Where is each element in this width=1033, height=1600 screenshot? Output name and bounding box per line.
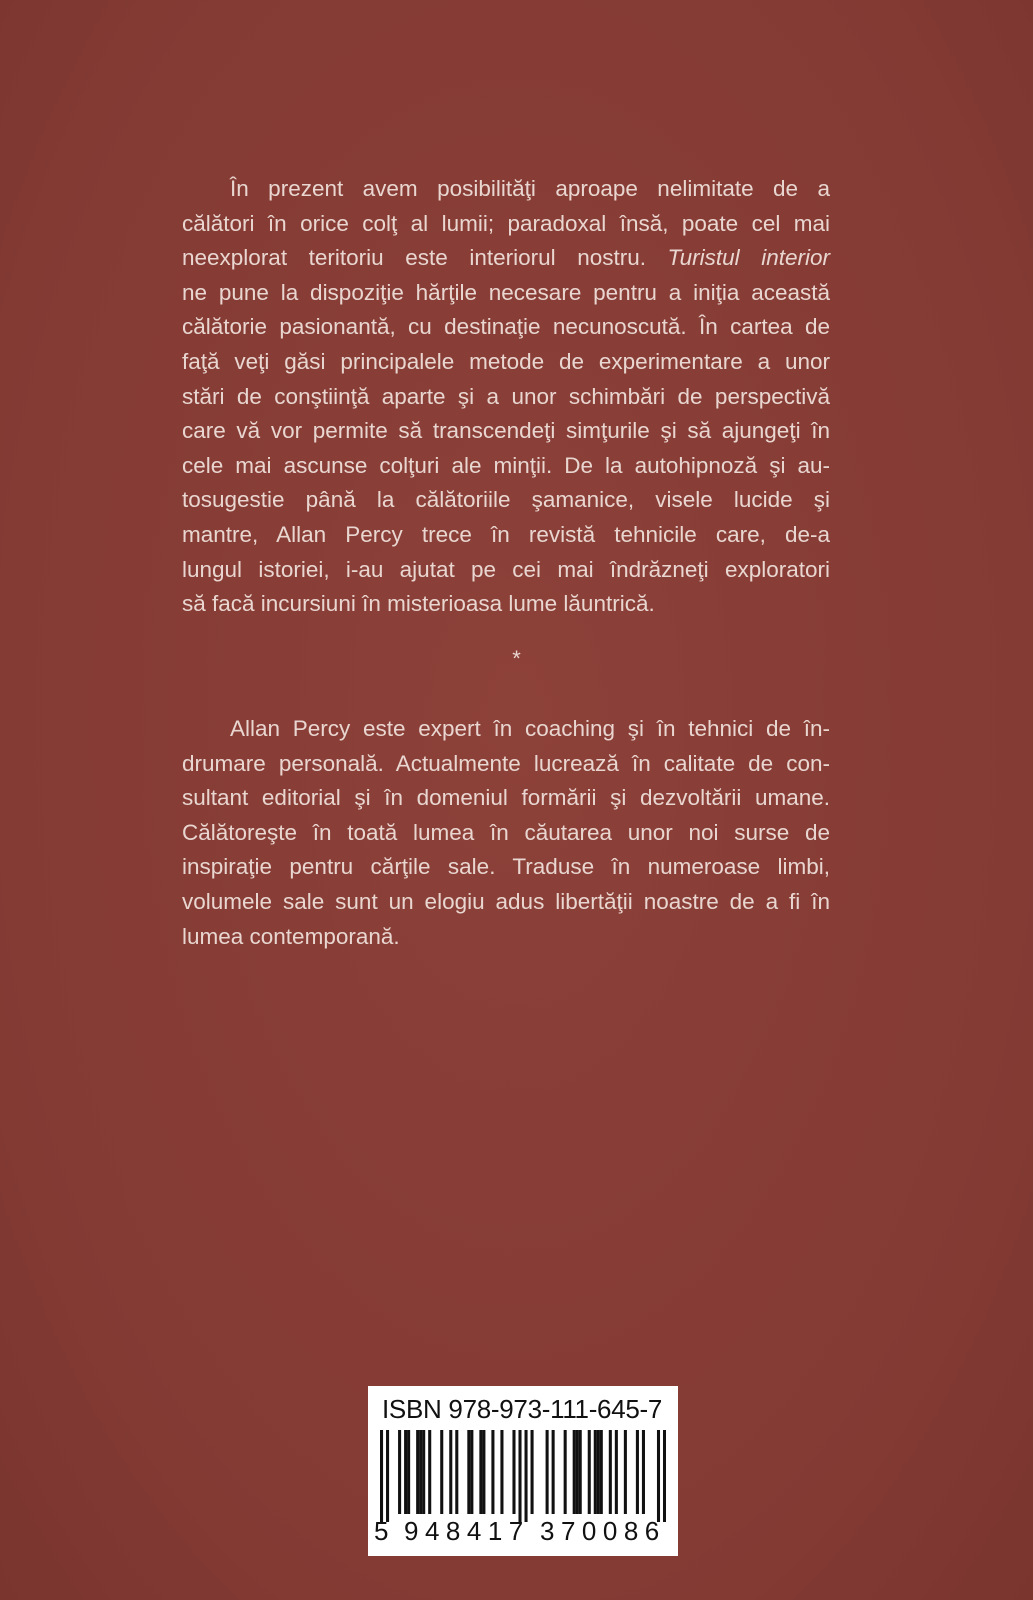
bio-line: Allan Percy este expert în coaching şi în tehnici de în- xyxy=(230,716,830,741)
barcode-bar xyxy=(470,1430,473,1514)
barcode-bar xyxy=(525,1430,528,1522)
barcode-bar xyxy=(404,1430,407,1514)
barcode-bar xyxy=(428,1430,431,1514)
barcode-bar xyxy=(564,1430,567,1514)
barcode-bar xyxy=(467,1430,470,1514)
blurb-line: stări de conştiinţă aparte şi a unor schimbări de perspectivă xyxy=(182,383,830,409)
barcode-bar xyxy=(500,1430,503,1514)
blurb-line: care vă vor permite să transcendeţi simţurile şi să ajungeţi în xyxy=(182,418,830,444)
barcode-digits xyxy=(374,1516,674,1550)
barcode-bar xyxy=(546,1430,549,1514)
barcode-bar xyxy=(657,1430,660,1522)
author-bio xyxy=(182,712,830,954)
section-separator: * xyxy=(512,646,521,671)
barcode-bar xyxy=(597,1430,600,1514)
isbn-text: ISBN 978-973-111-645-7 xyxy=(382,1394,663,1424)
bio-line: Călătoreşte în toată lumea în căutarea unor noi surse de xyxy=(182,819,830,845)
barcode-bar xyxy=(386,1430,389,1522)
barcode-bar xyxy=(422,1430,425,1514)
barcode-bar xyxy=(609,1430,612,1514)
barcode-digit-lead: 5 xyxy=(374,1516,389,1546)
barcode-bar xyxy=(594,1430,597,1514)
barcode-bar xyxy=(479,1430,482,1514)
barcode-bar xyxy=(573,1430,576,1514)
barcode-bar xyxy=(663,1430,666,1522)
barcode-digits-right: 370086 xyxy=(540,1516,666,1546)
barcode-bar xyxy=(482,1430,485,1514)
barcode-bar xyxy=(518,1430,521,1522)
blurb-line: mantre, Allan Percy trece în revistă tehnicile care, de-a xyxy=(182,521,830,547)
bio-line: lumea contemporană. xyxy=(182,923,400,949)
barcode-bar xyxy=(491,1430,494,1514)
barcode-bar xyxy=(615,1430,618,1514)
barcode-bar xyxy=(600,1430,603,1514)
barcode-bar xyxy=(440,1430,443,1514)
barcode-bar xyxy=(380,1430,383,1522)
barcode-bar xyxy=(449,1430,452,1514)
barcode-bar xyxy=(576,1430,579,1514)
barcode-bar xyxy=(588,1430,591,1514)
barcode-bar xyxy=(579,1430,582,1514)
barcode-bars xyxy=(380,1430,666,1522)
blurb-line: lungul istoriei, i-au ajutat pe cei mai îndrăzneţi exploratori xyxy=(182,556,830,582)
blurb-line: faţă veţi găsi principalele metode de experimentare a unor xyxy=(182,348,830,374)
bio-line: volumele sale sunt un elogiu adus libertăţii noastre de a fi în xyxy=(182,888,830,914)
blurb-text xyxy=(182,172,830,622)
bio-line: inspiraţie pentru cărţile sale. Traduse în numeroase limbi, xyxy=(182,854,830,880)
blurb-line: În prezent avem posibilităţi aproape nelimitate de a xyxy=(230,176,830,201)
barcode-bar xyxy=(531,1430,534,1514)
barcode-bar xyxy=(552,1430,555,1514)
barcode-bar xyxy=(624,1430,627,1514)
bio-line: drumare personală. Actualmente lucrează în calitate de con- xyxy=(182,750,830,776)
bio-line: sultant editorial şi în domeniul formării şi dezvoltării umane. xyxy=(182,785,830,811)
barcode-bar xyxy=(419,1430,422,1514)
barcode-label xyxy=(368,1386,678,1556)
barcode-bar xyxy=(407,1430,410,1514)
barcode-bar xyxy=(455,1430,458,1514)
book-title-italic: Turistul interior xyxy=(667,245,830,271)
barcode-digits-left: 948417 xyxy=(404,1516,530,1546)
barcode-bar xyxy=(398,1430,401,1514)
blurb-line: cele mai ascunse colţuri ale minţii. De la autohipnoză şi au- xyxy=(182,452,830,478)
blurb-line: să facă incursiuni în misterioasa lume lăuntrică. xyxy=(182,591,655,617)
barcode-bar xyxy=(512,1430,515,1514)
blurb-line: călătorie pasionantă, cu destinaţie necunoscută. În cartea de xyxy=(182,314,830,340)
blurb-line: neexplorat teritoriu este interiorul nostru. Turistul interior xyxy=(182,245,830,271)
barcode-bar xyxy=(416,1430,419,1514)
blurb-line: tosugestie până la călătoriile şamanice, visele lucide şi xyxy=(182,487,830,513)
barcode-bar xyxy=(642,1430,645,1514)
barcode-bar xyxy=(636,1430,639,1514)
blurb-line: ne pune la dispoziţie hărţile necesare pentru a iniţia această xyxy=(182,279,830,305)
blurb-line: călători în orice colţ al lumii; paradoxal însă, poate cel mai xyxy=(182,210,830,236)
